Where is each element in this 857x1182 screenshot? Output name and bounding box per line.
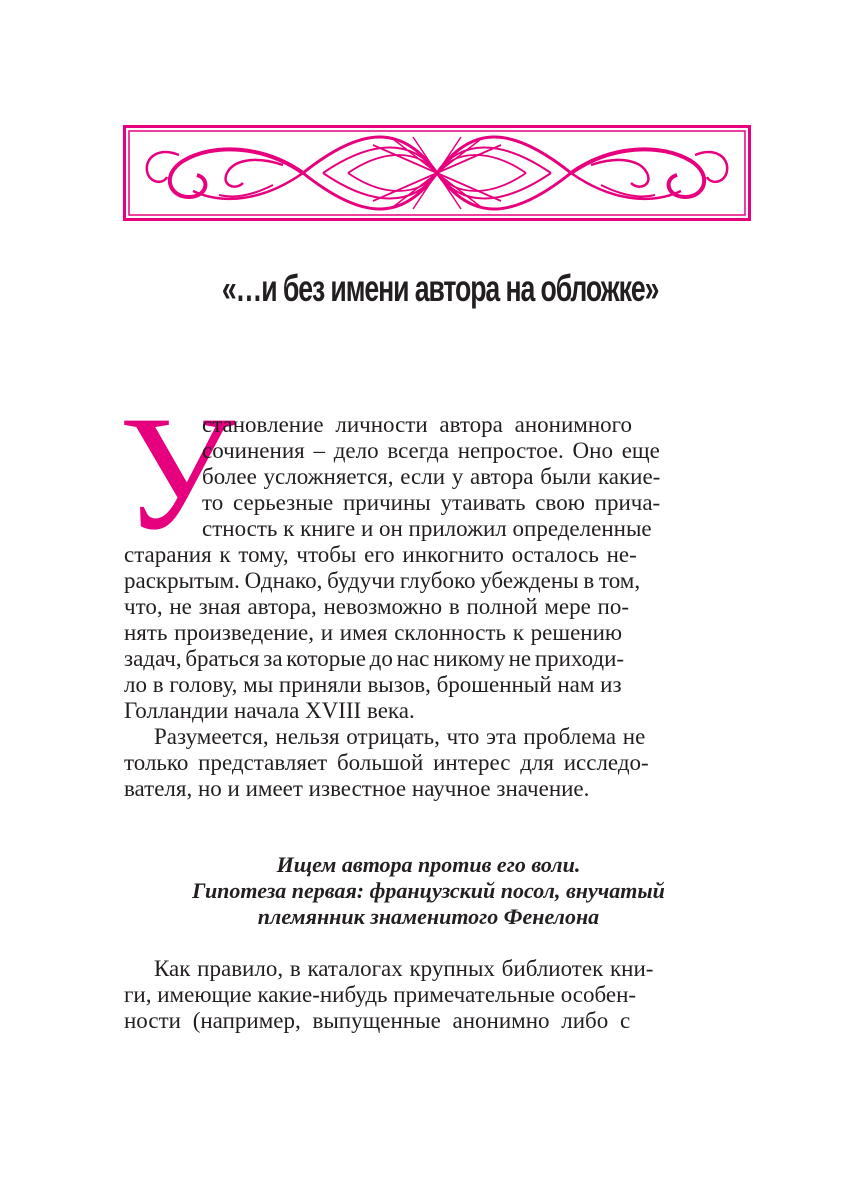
text-line: то серьезные причины утаивать свою прича- [202, 490, 661, 515]
text-line: Разумеется, нельзя отрицать, что эта проблема не [154, 724, 646, 749]
text-line: ло в голову, мы приняли вызов, брошенный нам из [124, 672, 622, 697]
text-line: вателя, но и имеет известное научное значение. [124, 776, 590, 801]
section-heading-line: Ищем автора против его воли. [276, 852, 581, 877]
text-line: только представляет большой интерес для исследо- [124, 750, 649, 775]
text-line: что, не зная автора, невозможно в полной мере по- [124, 594, 630, 619]
text-line: Голландии начала XVIII века. [124, 698, 415, 723]
text-line: ги, имеющие какие-нибудь примечательные особен- [124, 982, 637, 1007]
chapter-title: «…и без имени автора на обложке» [221, 268, 659, 309]
text-line: стность к книге и он приложил определенные [202, 516, 652, 541]
text-line: задач, браться за которые до нас никому не приходи- [124, 646, 625, 671]
text-line: старания к тому, чтобы его инкогнито осталось не- [124, 542, 637, 567]
text-line: нять произведение, и имея склонность к решению [124, 620, 623, 645]
text-line: более усложняется, если у автора были какие- [202, 464, 661, 489]
text-line: становление личности автора анонимного [202, 412, 632, 437]
text-line: ности (например, выпущенные анонимно либо с [124, 1008, 631, 1033]
drop-cap: У [119, 383, 236, 564]
section-heading-line: племянник знаменитого Фенелона [257, 904, 600, 929]
section-heading-line: Гипотеза первая: французский посол, внучатый [192, 878, 665, 903]
text-line: сочинения – дело всегда непростое. Оно еще [202, 438, 660, 463]
decorative-scroll-banner-icon [123, 125, 751, 221]
text-line: Как правило, в каталогах крупных библиотек кни- [154, 956, 654, 981]
text-line: раскрытым. Однако, будучи глубоко убеждены в том, [124, 568, 641, 593]
